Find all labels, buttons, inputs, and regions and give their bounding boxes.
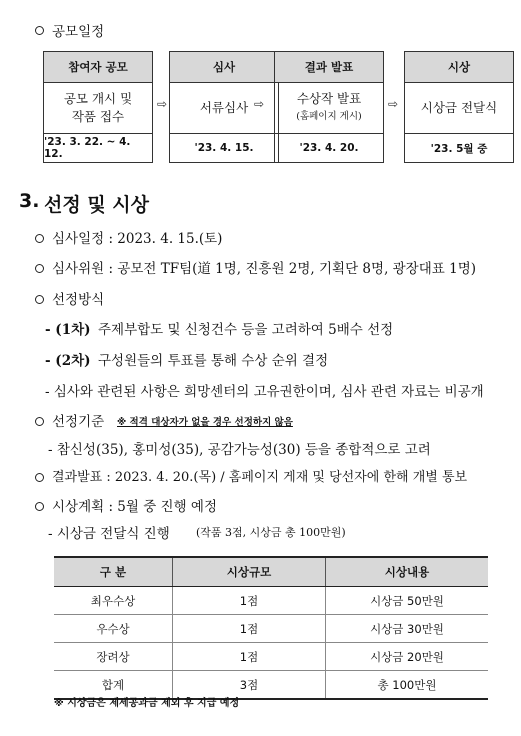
bullet-circle-icon (35, 295, 44, 304)
right-arrow-icon: ⇨ (254, 97, 265, 111)
bullet-circle-icon (35, 502, 44, 511)
table-row (54, 615, 488, 643)
table-cell: 합계 (54, 671, 173, 700)
bullet-circle-icon (35, 473, 44, 482)
table-cell: 3점 (173, 671, 326, 700)
stage-date: '23. 5월 중 (404, 133, 514, 163)
stage-description (404, 82, 514, 133)
right-arrow-icon: ⇨ (388, 97, 399, 111)
table-cell: 1점 (173, 615, 326, 643)
stage-title: 참여자 공모 (43, 51, 153, 83)
footnote: ※ 시상금은 제세공과금 제외 후 지급 예정 (54, 698, 240, 709)
method-2-prefix: - (2차) (45, 353, 91, 369)
table-cell: 장려상 (54, 643, 173, 671)
method-3-text: - 심사와 관련된 사항은 희망센터의 고유권한이며, 심사 관련 자료는 비공개 (45, 384, 484, 400)
table-row (54, 643, 488, 671)
table-cell: 시상금 30만원 (326, 615, 489, 643)
stage-title: 심사 (169, 51, 279, 83)
criteria-note: ※ 적격 대상자가 없을 경우 선정하지 않음 (117, 417, 293, 428)
right-arrow-icon: ⇨ (157, 97, 168, 111)
section-title: 선정 및 시상 (44, 194, 149, 216)
table-cell: 시상금 20만원 (326, 643, 489, 671)
schedule-stage (404, 51, 514, 165)
header-scale: 시상규모 (173, 557, 326, 587)
table-cell: 1점 (173, 587, 326, 615)
stage-note: (홈페이지 게시) (296, 110, 362, 122)
criteria-label: 선정기준 (52, 414, 105, 430)
prize-table (54, 556, 488, 700)
stage-description (274, 82, 384, 133)
stage-title: 결과 발표 (274, 51, 384, 83)
stage-line1: 공모 개시 및 (63, 90, 133, 106)
selection-method: 선정방식 (52, 292, 105, 308)
stage-line1: 수상작 발표 (296, 90, 362, 106)
criteria-detail: - 참신성(35), 홍미성(35), 공감가능성(30) 등을 종합적으로 고려 (48, 442, 431, 458)
table-cell: 1점 (173, 643, 326, 671)
schedule-heading: 공모일정 (52, 24, 105, 40)
bullet-circle-icon (35, 417, 44, 426)
stage-line1: 시상금 전달식 (420, 99, 498, 115)
table-cell: 시상금 50만원 (326, 587, 489, 615)
bullet-circle-icon (35, 26, 44, 35)
stage-date: '23. 4. 20. (274, 133, 384, 163)
plan-detail-sub: (작품 3점, 시상금 총 100만원) (196, 526, 346, 539)
schedule-stage (274, 51, 384, 165)
method-1-prefix: - (1차) (45, 322, 91, 338)
table-cell: 최우수상 (54, 587, 173, 615)
table-header-row (54, 557, 488, 587)
stage-date: '23. 3. 22. ~ 4. 12. (43, 133, 153, 163)
table-cell: 우수상 (54, 615, 173, 643)
bullet-circle-icon (35, 264, 44, 273)
announce: 결과발표 : 2023. 4. 20.(목) / 홈페이지 게재 및 당선자에 한해 개별 통보 (52, 470, 468, 485)
award-plan: 시상계획 : 5월 중 진행 예정 (52, 499, 218, 515)
method-1-text: 주제부합도 및 신청건수 등을 고려하여 5배수 선정 (98, 322, 394, 338)
plan-detail-main: - 시상금 전달식 진행 (48, 526, 170, 542)
header-category: 구 분 (54, 557, 173, 587)
section-number: 3. (19, 190, 40, 212)
review-date: 심사일정 : 2023. 4. 15.(토) (52, 231, 223, 247)
stage-description (43, 82, 153, 133)
header-content: 시상내용 (326, 557, 489, 587)
schedule-stage (43, 51, 153, 165)
stage-title: 시상 (404, 51, 514, 83)
bullet-circle-icon (35, 234, 44, 243)
stage-line1: 서류심사 (199, 99, 249, 115)
stage-line2: 작품 접수 (71, 108, 125, 124)
table-cell: 총 100만원 (326, 671, 489, 700)
table-row (54, 587, 488, 615)
stage-date: '23. 4. 15. (169, 133, 279, 163)
method-2-text: 구성원들의 투표를 통해 수상 순위 결정 (98, 353, 329, 369)
reviewers: 심사위원 : 공모전 TF팀(道 1명, 진흥원 2명, 기획단 8명, 광장대표 1명) (52, 261, 476, 277)
